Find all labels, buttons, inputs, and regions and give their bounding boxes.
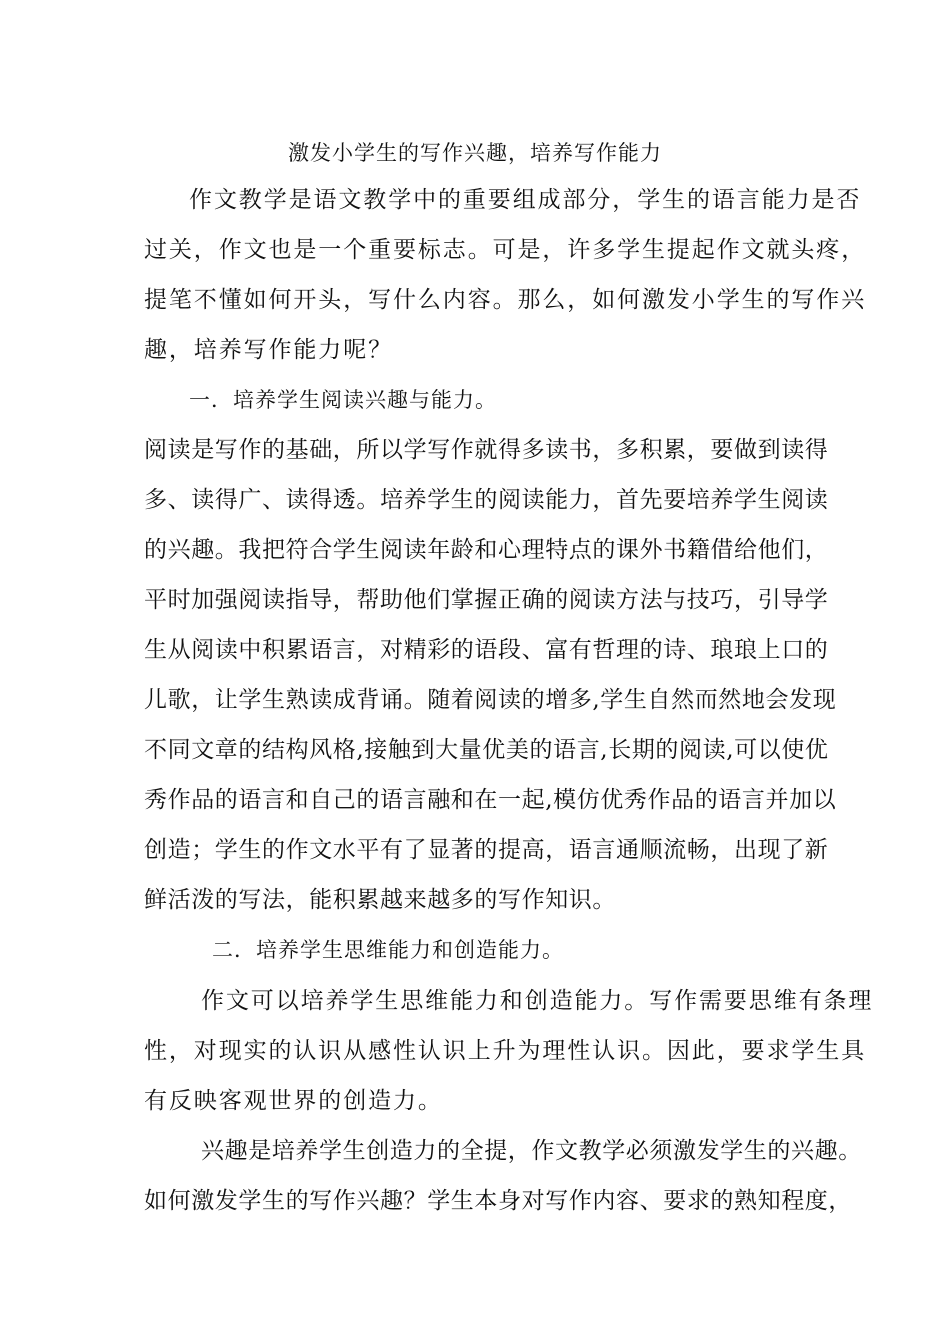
paragraph-line: 生从阅读中积累语言，对精彩的语段、富有哲理的诗、琅琅上口的	[144, 637, 829, 663]
paragraph-line: 阅读是写作的基础，所以学写作就得多读书，多积累，要做到读得	[144, 437, 829, 463]
paragraph-line: 创造；学生的作文水平有了显著的提高，语言通顺流畅，出现了新	[144, 837, 829, 863]
paragraph-line: 兴趣是培养学生创造力的全提，作文教学必须激发学生的兴趣。	[201, 1138, 862, 1164]
paragraph-line: 平时加强阅读指导，帮助他们掌握正确的阅读方法与技巧，引导学	[144, 587, 829, 613]
paragraph-line: 性，对现实的认识从感性认识上升为理性认识。因此，要求学生具	[144, 1038, 867, 1064]
paragraph-line: 鲜活泼的写法，能积累越来越多的写作知识。	[144, 887, 616, 913]
paragraph-line: 如何激发学生的写作兴趣？学生本身对写作内容、要求的熟知程度，	[144, 1188, 852, 1214]
paragraph-line: 过关，作文也是一个重要标志。可是，许多学生提起作文就头疼，	[144, 237, 867, 263]
paragraph-line: 秀作品的语言和自己的语言融和在一起,模仿优秀作品的语言并加以	[144, 787, 837, 813]
paragraph-line: 趣，培养写作能力呢？	[144, 337, 393, 363]
paragraph-line: 的兴趣。我把符合学生阅读年龄和心理特点的课外书籍借给他们，	[144, 537, 829, 563]
paragraph-line: 多、读得广、读得透。培养学生的阅读能力，首先要培养学生阅读	[144, 487, 829, 513]
paragraph-line: 作文教学是语文教学中的重要组成部分，学生的语言能力是否	[189, 187, 862, 213]
paragraph-line: 有反映客观世界的创造力。	[144, 1088, 443, 1114]
paragraph-line: 不同文章的结构风格,接触到大量优美的语言,长期的阅读,可以使优	[144, 737, 829, 763]
paragraph-line: 提笔不懂如何开头，写什么内容。那么，如何激发小学生的写作兴	[144, 287, 867, 313]
paragraph-line: 作文可以培养学生思维能力和创造能力。写作需要思维有条理	[201, 988, 874, 1014]
section-heading: 一．培养学生阅读兴趣与能力。	[189, 388, 497, 412]
paragraph-line: 儿歌，让学生熟读成背诵。随着阅读的增多,学生自然而然地会发现	[144, 687, 837, 713]
section-heading: 二．培养学生思维能力和创造能力。	[212, 938, 564, 962]
document-title: 激发小学生的写作兴趣，培养写作能力	[288, 141, 662, 165]
